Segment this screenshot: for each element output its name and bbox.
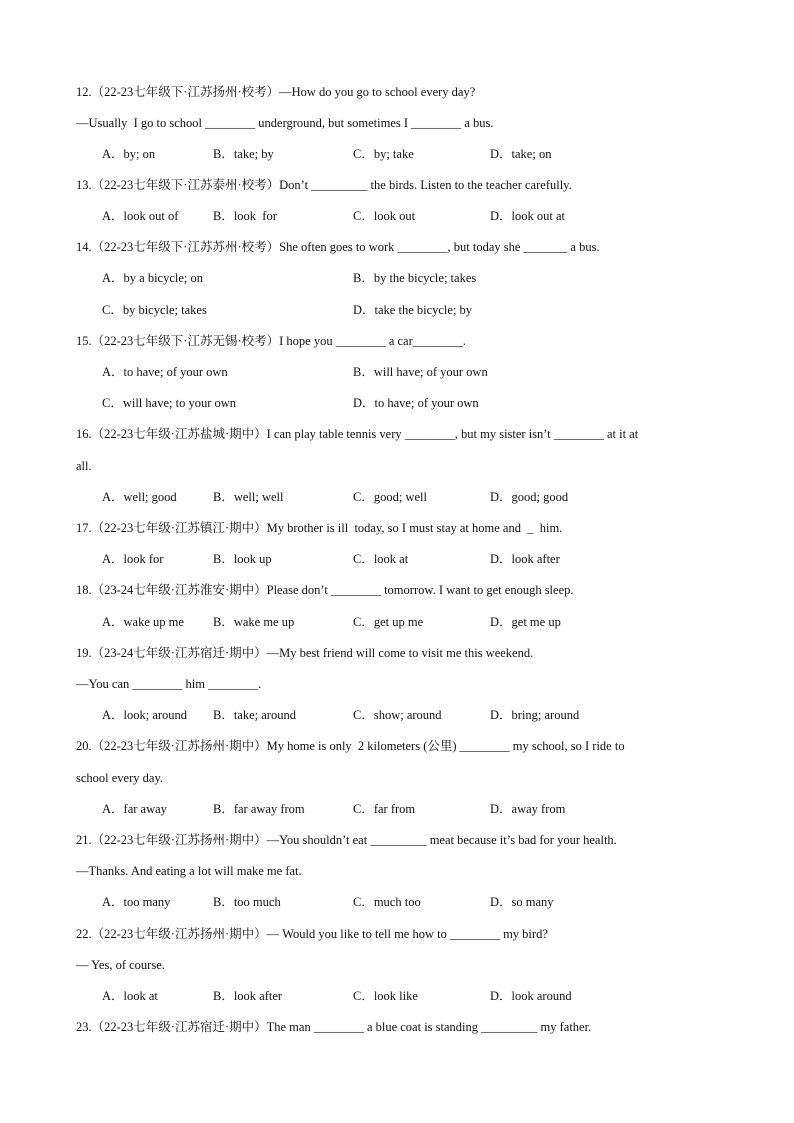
question-15-stem: 15.（22-23七年级下·江苏无锡·校考）I hope you ________ a car________.: [76, 334, 466, 348]
question-12-stem: 12.（22-23七年级下·江苏扬州·校考）—How do you go to school every day?: [76, 85, 476, 99]
question-16-continuation: all.: [76, 459, 92, 473]
question-12-option-a[interactable]: A．by; on: [102, 147, 156, 161]
question-21-option-d[interactable]: D．so many: [490, 895, 554, 909]
question-15-option-b[interactable]: B．will have; of your own: [353, 365, 488, 379]
question-18-option-c[interactable]: C．get up me: [353, 615, 424, 629]
question-19-option-d[interactable]: D．bring; around: [490, 708, 580, 722]
question-19-option-c[interactable]: C．show; around: [353, 708, 442, 722]
question-20-continuation: school every day.: [76, 771, 164, 785]
question-13-option-b[interactable]: B．look for: [213, 209, 277, 223]
question-12-option-d[interactable]: D．take; on: [490, 147, 552, 161]
question-18-option-a[interactable]: A．wake up me: [102, 615, 184, 629]
question-12-option-b[interactable]: B．take; by: [213, 147, 274, 161]
question-18-option-b[interactable]: B．wake me up: [213, 615, 295, 629]
question-12-dialogue: —Usually I go to school ________ underground, but sometimes I ________ a bus.: [76, 116, 494, 130]
question-20-option-d[interactable]: D．away from: [490, 802, 566, 816]
question-19-dialogue: —You can ________ him ________.: [76, 677, 262, 691]
question-16-option-a[interactable]: A．well; good: [102, 490, 177, 504]
question-21-option-c[interactable]: C．much too: [353, 895, 421, 909]
question-22-option-b[interactable]: B．look after: [213, 989, 283, 1003]
question-14-option-d[interactable]: D．take the bicycle; by: [353, 303, 473, 317]
question-16-option-c[interactable]: C．good; well: [353, 490, 427, 504]
question-17-option-a[interactable]: A．look for: [102, 552, 164, 566]
question-15-option-c[interactable]: C．will have; to your own: [102, 396, 237, 410]
question-12-option-c[interactable]: C．by; take: [353, 147, 414, 161]
question-21-stem: 21.（22-23七年级·江苏扬州·期中）—You shouldn’t eat _________ meat because it’s bad for your health.: [76, 833, 617, 847]
question-16-stem: 16.（22-23七年级·江苏盐城·期中）I can play table tennis very ________, but my sister isn’t ________ at it at: [76, 427, 639, 441]
question-13-option-d[interactable]: D．look out at: [490, 209, 565, 223]
question-22-option-c[interactable]: C．look like: [353, 989, 418, 1003]
question-21-option-b[interactable]: B．too much: [213, 895, 281, 909]
question-18-option-d[interactable]: D．get me up: [490, 615, 561, 629]
question-23-stem: 23.（22-23七年级·江苏宿迁·期中）The man ________ a blue coat is standing _________ my father.: [76, 1020, 592, 1034]
question-22-stem: 22.（22-23七年级·江苏扬州·期中）— Would you like to tell me how to ________ my bird?: [76, 927, 548, 941]
question-14-option-a[interactable]: A．by a bicycle; on: [102, 271, 204, 285]
question-14-option-c[interactable]: C．by bicycle; takes: [102, 303, 207, 317]
question-22-option-a[interactable]: A．look at: [102, 989, 158, 1003]
question-13-option-c[interactable]: C．look out: [353, 209, 416, 223]
question-19-option-b[interactable]: B．take; around: [213, 708, 296, 722]
question-22-option-d[interactable]: D．look around: [490, 989, 572, 1003]
question-17-option-b[interactable]: B．look up: [213, 552, 272, 566]
question-18-stem: 18.（23-24七年级·江苏淮安·期中）Please don’t ________ tomorrow. I want to get enough sleep.: [76, 583, 574, 597]
question-20-stem: 20.（22-23七年级·江苏扬州·期中）My home is only 2 kilometers (公里) ________ my school, so I ride to: [76, 739, 625, 753]
question-20-option-c[interactable]: C．far from: [353, 802, 416, 816]
question-19-stem: 19.（23-24七年级·江苏宿迁·期中）—My best friend will come to visit me this weekend.: [76, 646, 534, 660]
question-20-option-a[interactable]: A．far away: [102, 802, 167, 816]
question-17-stem: 17.（22-23七年级·江苏镇江·期中）My brother is ill today, so I must stay at home and _ him.: [76, 521, 563, 535]
question-21-dialogue: —Thanks. And eating a lot will make me fat.: [76, 864, 302, 878]
question-15-option-d[interactable]: D．to have; of your own: [353, 396, 479, 410]
question-22-dialogue: — Yes, of course.: [76, 958, 165, 972]
question-13-stem: 13.（22-23七年级下·江苏泰州·校考）Don’t _________ the birds. Listen to the teacher carefully.: [76, 178, 572, 192]
question-16-option-d[interactable]: D．good; good: [490, 490, 569, 504]
question-21-option-a[interactable]: A．too many: [102, 895, 171, 909]
question-15-option-a[interactable]: A．to have; of your own: [102, 365, 228, 379]
question-14-option-b[interactable]: B．by the bicycle; takes: [353, 271, 477, 285]
question-13-option-a[interactable]: A．look out of: [102, 209, 179, 223]
question-17-option-c[interactable]: C．look at: [353, 552, 409, 566]
question-14-stem: 14.（22-23七年级下·江苏苏州·校考）She often goes to work ________, but today she _______ a bus.: [76, 240, 600, 254]
question-19-option-a[interactable]: A．look; around: [102, 708, 188, 722]
question-17-option-d[interactable]: D．look after: [490, 552, 560, 566]
question-16-option-b[interactable]: B．well; well: [213, 490, 284, 504]
question-20-option-b[interactable]: B．far away from: [213, 802, 305, 816]
